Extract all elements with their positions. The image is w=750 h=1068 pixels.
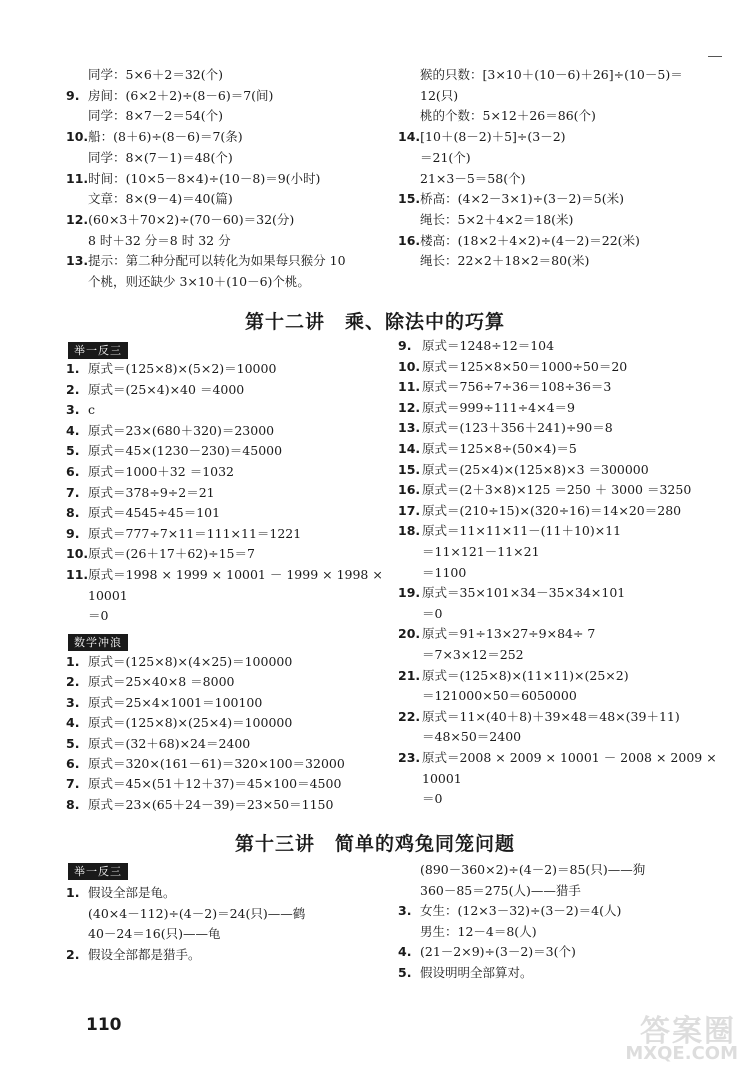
item-text: 假设全部是龟。 bbox=[88, 885, 176, 900]
item-number: 23. bbox=[398, 750, 421, 765]
answer-line bbox=[398, 481, 691, 499]
item-number: 21. bbox=[398, 667, 421, 683]
item-text: 绳长：5×2＋4×2＝18(米) bbox=[420, 211, 574, 227]
answer-line bbox=[66, 925, 220, 943]
watermark-logo bbox=[592, 1006, 742, 1064]
item-number: 16. bbox=[398, 482, 421, 498]
item-number: 15. bbox=[398, 461, 421, 477]
item-number: 3. bbox=[66, 694, 80, 710]
answer-line bbox=[66, 211, 294, 229]
item-number: 14. bbox=[398, 441, 421, 456]
item-text: 原式＝125×8÷(50×4)＝5 bbox=[422, 441, 577, 456]
item-number: 5. bbox=[398, 965, 412, 980]
answer-line bbox=[398, 564, 466, 582]
item-number: 20. bbox=[398, 626, 421, 642]
answer-line bbox=[66, 442, 282, 460]
answer-line bbox=[66, 484, 215, 502]
item-text: 原式＝45×(1230－230)＝45000 bbox=[88, 443, 283, 459]
item-number: 8. bbox=[66, 505, 80, 521]
item-text: 原式＝378÷9÷2＝21 bbox=[88, 484, 215, 500]
section-13-title: 第十三讲 简单的鸡兔同笼问题 bbox=[234, 833, 515, 855]
answer-line bbox=[398, 923, 537, 941]
item-text: 原式＝25×40×8 ＝8000 bbox=[88, 674, 235, 690]
section-12-tag-practice: 举一反三 bbox=[68, 342, 128, 359]
answer-line bbox=[398, 770, 462, 788]
item-number: 4. bbox=[66, 422, 80, 438]
item-number: 1. bbox=[66, 885, 80, 900]
answer-line bbox=[398, 419, 613, 437]
answer-line bbox=[66, 905, 305, 923]
item-number: 7. bbox=[66, 776, 80, 792]
item-text: 原式＝91÷13×27÷9×84÷ 7 bbox=[422, 626, 596, 642]
item-number: 9. bbox=[398, 338, 412, 353]
answer-line bbox=[398, 584, 625, 602]
answer-line bbox=[66, 128, 243, 146]
item-text: 21×3－5＝58(个) bbox=[420, 170, 526, 186]
item-text: 原式＝1998 × 1999 × 10001 － 1999 × 1998 × bbox=[88, 567, 383, 582]
item-text: ＝1100 bbox=[422, 564, 467, 580]
answer-line bbox=[66, 504, 220, 522]
watermark-url: MXQE.COM bbox=[625, 1043, 738, 1064]
item-number: 11. bbox=[66, 170, 89, 186]
item-text: ＝121000×50＝6050000 bbox=[422, 688, 577, 704]
answer-line bbox=[398, 943, 576, 961]
answer-line bbox=[66, 149, 233, 167]
item-text: ＝7×3×12＝252 bbox=[422, 647, 524, 662]
item-text: 原式＝11×(40＋8)＋39×48＝48×(39＋11) bbox=[422, 708, 680, 724]
answer-line bbox=[66, 587, 128, 605]
answer-line bbox=[66, 735, 250, 753]
item-text: c bbox=[88, 402, 96, 418]
item-number: 2. bbox=[66, 674, 80, 690]
item-text: 时间：(10×5－8×4)÷(10－8)＝9(小时) bbox=[88, 170, 321, 186]
answer-line bbox=[66, 673, 235, 691]
item-text: 原式＝2008 × 2009 × 10001 － 2008 × 2009 × bbox=[422, 750, 717, 765]
answer-line bbox=[398, 149, 471, 167]
answer-line bbox=[66, 87, 273, 105]
answer-line bbox=[398, 749, 717, 767]
item-text: 10001 bbox=[422, 770, 462, 786]
item-number: 6. bbox=[66, 464, 80, 479]
item-text: 桃的个数：5×12＋26＝86(个) bbox=[420, 108, 596, 124]
answer-line bbox=[398, 107, 596, 125]
answer-line bbox=[66, 775, 341, 793]
item-text: 原式＝756÷7÷36＝108÷36＝3 bbox=[422, 379, 612, 395]
item-number: 10. bbox=[66, 129, 89, 145]
item-text: 360－85＝275(人)——猎手 bbox=[420, 882, 581, 898]
item-number: 10. bbox=[66, 546, 89, 562]
item-number: 9. bbox=[66, 87, 80, 103]
item-number: 1. bbox=[66, 654, 80, 669]
watermark-text: 答案圈 bbox=[640, 1014, 736, 1049]
answer-line bbox=[66, 714, 292, 732]
answer-line bbox=[398, 232, 640, 250]
item-number: 19. bbox=[398, 585, 421, 601]
item-text: 绳长：22×2＋18×2＝80(米) bbox=[420, 253, 590, 269]
answer-line bbox=[398, 399, 575, 417]
item-text: 原式＝(125×8)×(25×4)＝100000 bbox=[88, 715, 293, 731]
item-text: 原式＝999÷111÷4×4＝9 bbox=[422, 399, 575, 415]
item-text: 40－24＝16(只)——龟 bbox=[88, 926, 221, 941]
item-text: 同学：8×(7－1)＝48(个) bbox=[88, 149, 233, 165]
answer-line bbox=[398, 170, 525, 188]
answer-line bbox=[398, 882, 581, 900]
item-number: 8. bbox=[66, 796, 80, 812]
item-number: 10. bbox=[398, 358, 421, 374]
answer-line bbox=[398, 728, 521, 746]
answer-line bbox=[398, 358, 627, 376]
answer-line bbox=[66, 566, 383, 584]
item-number: 3. bbox=[398, 903, 412, 919]
item-text: 原式＝(32＋68)×24＝2400 bbox=[88, 735, 251, 751]
item-text: 10001 bbox=[88, 587, 128, 603]
item-text: 原式＝(25×4)×(125×8)×3 ＝300000 bbox=[422, 461, 649, 477]
item-text: 假设全部都是猎手。 bbox=[88, 946, 201, 962]
item-text: ＝21(个) bbox=[420, 149, 471, 165]
item-text: 原式＝(123＋356＋241)÷90＝8 bbox=[422, 420, 613, 436]
answer-line bbox=[398, 625, 595, 643]
item-text: (21－2×9)÷(3－2)＝3(个) bbox=[420, 944, 576, 960]
answer-line bbox=[398, 128, 566, 146]
item-text: ＝11×121－11×21 bbox=[422, 544, 540, 559]
answer-line bbox=[398, 87, 458, 105]
answer-line bbox=[66, 796, 333, 814]
item-text: 原式＝23×(680＋320)＝23000 bbox=[88, 422, 275, 438]
answer-line bbox=[398, 461, 649, 479]
item-number: 2. bbox=[66, 381, 80, 397]
answer-line bbox=[398, 522, 621, 540]
item-text: 女生：(12×3－32)÷(3－2)＝4(人) bbox=[420, 903, 622, 919]
item-text: (890－360×2)÷(4－2)＝85(只)——狗 bbox=[420, 862, 646, 877]
answer-line bbox=[66, 422, 274, 440]
item-text: 同学：8×7－2＝54(个) bbox=[88, 108, 223, 124]
item-text: 原式＝(26＋17＋62)÷15＝7 bbox=[88, 546, 255, 562]
item-text: 提示：第二种分配可以转化为如果每只猴分 10 bbox=[88, 253, 346, 269]
answer-line bbox=[398, 790, 442, 808]
answer-line bbox=[398, 211, 573, 229]
corner-mark bbox=[708, 56, 722, 57]
answer-line bbox=[398, 502, 681, 520]
item-text: 原式＝(25×4)×40 ＝4000 bbox=[88, 381, 245, 397]
answer-line bbox=[66, 463, 234, 481]
item-text: 原式＝125×8×50＝1000÷50＝20 bbox=[422, 358, 628, 374]
answer-line bbox=[66, 653, 292, 671]
item-text: 文章：8×(9－4)＝40(篇) bbox=[88, 191, 233, 207]
answer-line bbox=[66, 360, 276, 378]
item-text: 同学：5×6＋2＝32(个) bbox=[88, 67, 223, 82]
answer-line bbox=[66, 607, 108, 625]
answer-line bbox=[398, 66, 683, 84]
item-text: 男生：12－4＝8(人) bbox=[420, 923, 537, 939]
item-text: 假设明明全部算对。 bbox=[420, 965, 533, 980]
item-text: 猴的只数：[3×10＋(10－6)＋26]÷(10－5)＝ bbox=[420, 67, 683, 82]
answer-line bbox=[66, 381, 244, 399]
answer-line bbox=[398, 646, 524, 664]
item-text: 原式＝(125×8)×(5×2)＝10000 bbox=[88, 361, 277, 376]
item-text: 原式＝25×4×1001＝100100 bbox=[88, 694, 263, 710]
item-text: (40×4－112)÷(4－2)＝24(只)——鹤 bbox=[88, 905, 306, 921]
item-text: ＝48×50＝2400 bbox=[422, 729, 522, 745]
item-number: 5. bbox=[66, 735, 80, 751]
item-number: 22. bbox=[398, 708, 421, 724]
item-number: 2. bbox=[66, 946, 80, 962]
item-text: 个桃，则还缺少 3×10＋(10－6)个桃。 bbox=[88, 274, 310, 289]
item-text: 原式＝(125×8)×(4×25)＝100000 bbox=[88, 654, 293, 669]
answer-line bbox=[66, 190, 233, 208]
item-text: 原式＝777÷7×11＝111×11＝1221 bbox=[88, 525, 302, 541]
item-number: 17. bbox=[398, 502, 421, 518]
answer-line bbox=[66, 884, 176, 902]
item-number: 4. bbox=[398, 944, 412, 960]
item-number: 14. bbox=[398, 129, 421, 145]
answer-line bbox=[398, 337, 554, 355]
item-number: 12. bbox=[66, 211, 89, 227]
answer-line bbox=[398, 964, 533, 982]
item-text: 原式＝23×(65＋24－39)＝23×50＝1150 bbox=[88, 796, 334, 812]
item-text: 原式＝(125×8)×(11×11)×(25×2) bbox=[422, 667, 629, 683]
answer-line bbox=[66, 525, 301, 543]
item-number: 3. bbox=[66, 402, 80, 418]
answer-line bbox=[398, 861, 645, 879]
item-text: (60×3＋70×2)÷(70－60)＝32(分) bbox=[88, 211, 295, 227]
item-text: 12(只) bbox=[420, 87, 459, 103]
answer-line bbox=[66, 107, 223, 125]
item-number: 13. bbox=[398, 420, 421, 436]
answer-line bbox=[66, 232, 231, 250]
item-text: 8 时＋32 分＝8 时 32 分 bbox=[88, 232, 231, 248]
answer-line bbox=[398, 440, 577, 458]
answer-line bbox=[66, 252, 346, 270]
item-text: 楼高：(18×2＋4×2)÷(4－2)＝22(米) bbox=[420, 232, 640, 248]
section-13-tag-practice: 举一反三 bbox=[68, 863, 128, 880]
item-text: ＝0 bbox=[88, 608, 109, 624]
answer-line bbox=[398, 543, 540, 561]
item-text: 船：(8＋6)÷(8－6)＝7(条) bbox=[88, 129, 243, 145]
item-number: 6. bbox=[66, 756, 80, 771]
item-number: 5. bbox=[66, 443, 80, 459]
answer-line bbox=[66, 401, 95, 419]
answer-line bbox=[398, 190, 624, 208]
item-number: 7. bbox=[66, 484, 80, 500]
answer-line bbox=[66, 694, 262, 712]
item-text: ＝0 bbox=[422, 605, 443, 621]
answer-line bbox=[398, 378, 611, 396]
answer-line bbox=[398, 687, 577, 705]
answer-line bbox=[66, 170, 320, 188]
item-number: 13. bbox=[66, 253, 89, 269]
item-text: ＝0 bbox=[422, 791, 443, 807]
answer-line bbox=[66, 545, 255, 563]
answer-line bbox=[398, 708, 680, 726]
answer-line bbox=[66, 946, 201, 964]
answer-line bbox=[398, 667, 629, 685]
answer-line bbox=[398, 605, 442, 623]
item-number: 15. bbox=[398, 191, 421, 207]
answer-line bbox=[398, 252, 589, 270]
answer-line bbox=[66, 66, 223, 84]
section-12-tag-challenge: 数学冲浪 bbox=[68, 634, 128, 651]
item-number: 4. bbox=[66, 715, 80, 731]
item-text: 原式＝35×101×34－35×34×101 bbox=[422, 585, 626, 601]
item-text: 原式＝320×(161－61)＝320×100＝32000 bbox=[88, 756, 345, 771]
item-text: [10＋(8－2)＋5]÷(3－2) bbox=[420, 129, 566, 145]
item-text: 原式＝(2＋3×8)×125 ＝250 ＋ 3000 ＝3250 bbox=[422, 482, 692, 498]
item-number: 11. bbox=[398, 379, 421, 395]
answer-line bbox=[66, 755, 345, 773]
item-text: 桥高：(4×2－3×1)÷(3－2)＝5(米) bbox=[420, 191, 625, 207]
item-number: 18. bbox=[398, 523, 421, 539]
item-text: 原式＝(210÷15)×(320÷16)＝14×20＝280 bbox=[422, 502, 682, 518]
item-text: 房间：(6×2＋2)÷(8－6)＝7(间) bbox=[88, 87, 274, 103]
item-text: 原式＝4545÷45＝101 bbox=[88, 505, 221, 521]
item-text: 原式＝1248÷12＝104 bbox=[422, 338, 555, 353]
item-number: 9. bbox=[66, 525, 80, 541]
item-number: 16. bbox=[398, 232, 421, 248]
page-number: 110 bbox=[86, 1015, 122, 1035]
item-number: 1. bbox=[66, 361, 80, 376]
item-text: 原式＝11×11×11－(11＋10)×11 bbox=[422, 523, 622, 539]
answer-line bbox=[398, 902, 621, 920]
item-number: 11. bbox=[66, 567, 89, 582]
answer-line bbox=[66, 273, 310, 291]
item-text: 原式＝45×(51＋12＋37)＝45×100＝4500 bbox=[88, 776, 342, 792]
item-text: 原式＝1000＋32 ＝1032 bbox=[88, 464, 235, 479]
item-number: 12. bbox=[398, 399, 421, 415]
section-12-title: 第十二讲 乘、除法中的巧算 bbox=[244, 311, 505, 333]
